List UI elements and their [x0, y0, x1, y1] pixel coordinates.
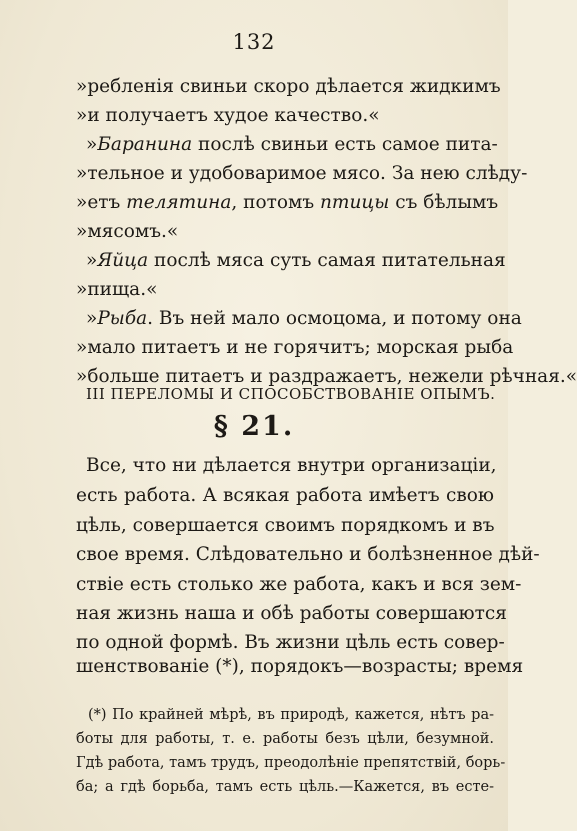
- text-line: шенствованіе (*), порядокъ—возрасты; время: [76, 656, 524, 677]
- footnote-line: Гдѣ работа, тамъ трудъ, преодолѣніе препятствій, борь-: [76, 755, 506, 771]
- text-line: »мало питаетъ и не горячитъ; морская рыба: [76, 337, 514, 358]
- section-heading: III ПЕРЕЛОМЫ И СПОСОБСТВОВАНІЕ ОПЫМЪ.: [86, 385, 496, 403]
- text-line: есть работа. А всякая работа имѣетъ свою: [76, 485, 494, 506]
- text-line: цѣль, совершается своимъ порядкомъ и въ: [76, 515, 495, 536]
- section-number: § 21.: [213, 411, 295, 442]
- emphasis-word: Рыба: [97, 308, 148, 329]
- text-line: »мясомъ.«: [76, 221, 179, 242]
- footnote-line: боты для работы, т. е. работы безъ цѣли, безумной.: [76, 731, 494, 747]
- text-line: »тельное и удобоваримое мясо. За нею слѣду-: [76, 163, 528, 184]
- emphasis-word: птицы: [320, 192, 390, 213]
- footnote-line: (*) По крайней мѣрѣ, въ природѣ, кажется, нѣтъ ра-: [88, 707, 494, 723]
- text-line: »Яйца послѣ мяса суть самая питательная: [86, 250, 506, 271]
- text-line: по одной формѣ. Въ жизни цѣль есть совер-: [76, 632, 505, 653]
- text-line: »ребленія свиньи скоро дѣлается жидкимъ: [76, 76, 501, 97]
- text-line: »Баранина послѣ свиньи есть самое пита-: [86, 134, 498, 155]
- text-line: »больше питаетъ и раздражаетъ, нежели рѣчная.«: [76, 366, 577, 387]
- text-line: Все, что ни дѣлается внутри организаціи,: [86, 455, 497, 476]
- text-line: свое время. Слѣдовательно и болѣзненное дѣй-: [76, 544, 540, 565]
- text-line: ствіе есть столько же работа, какъ и вся зем-: [76, 574, 522, 595]
- footnote-line: ба; а гдѣ борьба, тамъ есть цѣль.—Кажется, въ есте-: [76, 779, 494, 795]
- emphasis-word: Баранина: [97, 134, 193, 155]
- emphasis-word: Яйца: [97, 250, 149, 271]
- page-number: 132: [232, 30, 276, 54]
- text-line: »Рыба. Въ ней мало осмоцома, и потому она: [86, 308, 522, 329]
- text-line: »етъ телятина, потомъ птицы съ бѣлымъ: [76, 192, 499, 213]
- text-line: ная жизнь наша и обѣ работы совершаются: [76, 603, 507, 624]
- text-line: »пища.«: [76, 279, 158, 300]
- emphasis-word: телятина: [126, 192, 232, 213]
- text-line: »и получаетъ худое качество.«: [76, 105, 380, 126]
